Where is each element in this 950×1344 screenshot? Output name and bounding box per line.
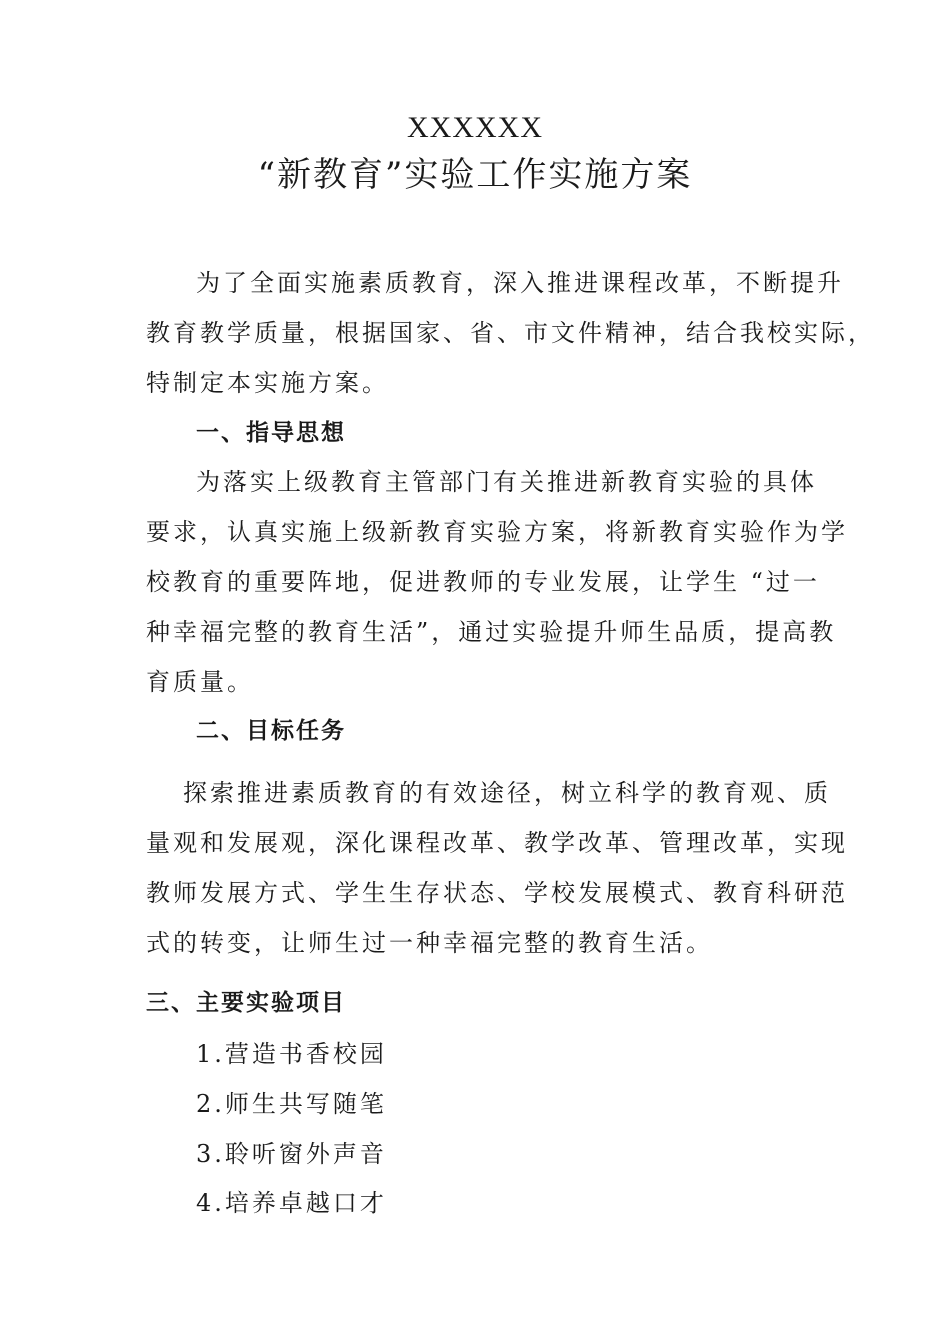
paragraph-line: 探索推进素质教育的有效途径，树立科学的教育观、质 [183, 779, 831, 807]
paragraph-line: 量观和发展观，深化课程改革、教学改革、管理改革，实现 [146, 829, 848, 857]
document-title-school: XXXXXX [407, 111, 543, 144]
paragraph-line: 为落实上级教育主管部门有关推进新教育实验的具体 [196, 468, 817, 496]
paragraph-line: 要求，认真实施上级新教育实验方案，将新教育实验作为学 [146, 518, 848, 546]
paragraph-line: 式的转变，让师生过一种幸福完整的教育生活。 [146, 929, 713, 957]
list-item: 4.培养卓越口才 [196, 1189, 387, 1217]
intro-line: 特制定本实施方案。 [146, 369, 389, 397]
section-heading-projects: 三、主要实验项目 [146, 990, 346, 1016]
paragraph-line: 校教育的重要阵地，促进教师的专业发展，让学生 “过一 [146, 568, 820, 596]
section-heading-guiding-ideology: 一、指导思想 [196, 420, 346, 446]
list-item: 2.师生共写随笔 [196, 1090, 387, 1118]
document-title: “新教育”实验工作实施方案 [257, 155, 693, 195]
paragraph-line: 育质量。 [146, 668, 254, 696]
list-item: 3.聆听窗外声音 [196, 1140, 387, 1168]
intro-line: 教育教学质量，根据国家、省、市文件精神，结合我校实际， [146, 319, 875, 347]
intro-line: 为了全面实施素质教育，深入推进课程改革，不断提升 [196, 269, 844, 297]
paragraph-line: 教师发展方式、学生生存状态、学校发展模式、教育科研范 [146, 879, 848, 907]
paragraph-line: 种幸福完整的教育生活”，通过实验提升师生品质，提高教 [146, 618, 837, 646]
section-heading-goals: 二、目标任务 [196, 718, 346, 744]
list-item: 1.营造书香校园 [196, 1040, 387, 1068]
